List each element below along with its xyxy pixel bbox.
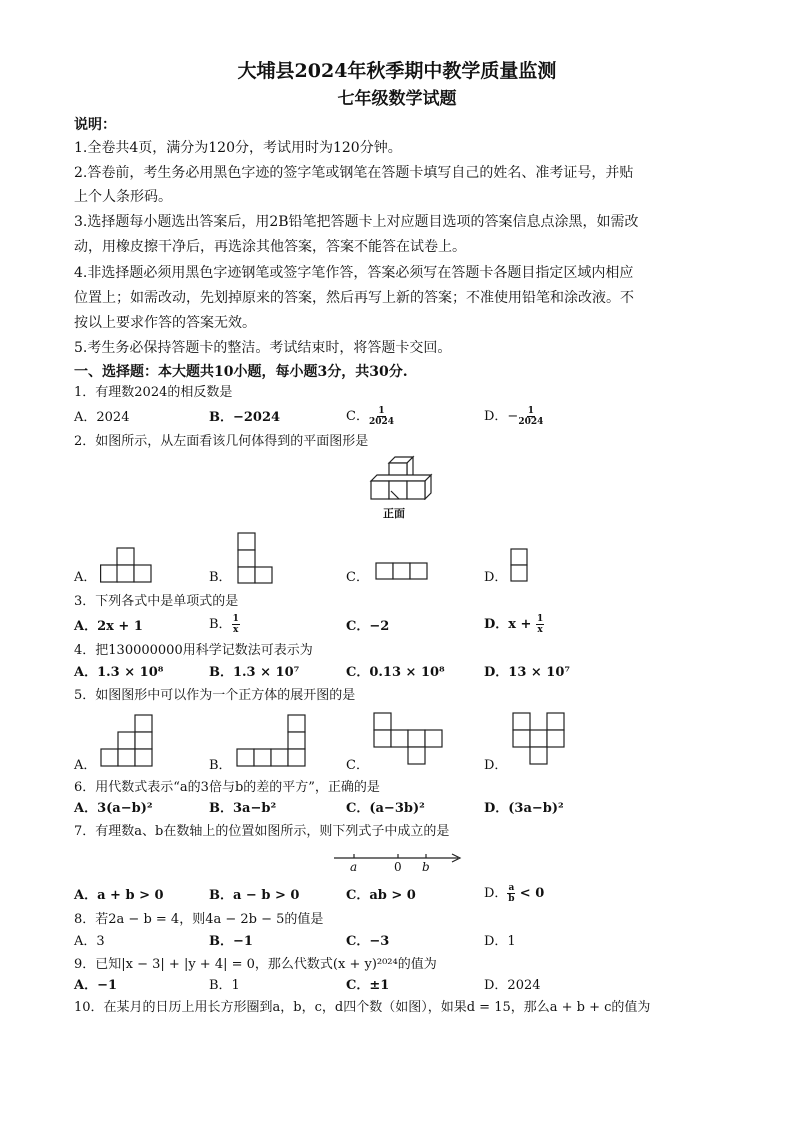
q1-option-d: D．− $\frac{1}{2024}$: [484, 406, 544, 427]
q4-option-a: A．1.3 × 10⁸: [74, 665, 164, 680]
q7-stem: 7．有理数a、b在数轴上的位置如图所示，则下列式子中成立的是: [74, 824, 450, 839]
instructions-label: 说明：: [74, 117, 116, 133]
q2-option-c-figure: [375, 562, 429, 580]
q3-option-d: D．x + $\frac{1}{x}$: [484, 614, 544, 635]
q2-solid-figure: [365, 455, 435, 500]
q5-stem: 5．如图图形中可以作为一个正方体的展开图的是: [74, 688, 356, 703]
instruction-line: 4.非选择题必须用黑色字迹钢笔或签字笔作答，答案必须写在答题卡各题目指定区域内相应: [74, 265, 634, 281]
q2-option-b-figure: [237, 532, 273, 584]
exam-title: 大埔县2024年秋季期中教学质量监测: [237, 60, 557, 82]
q1-stem: 1．有理数2024的相反数是: [74, 385, 233, 400]
q2-stem: 2．如图所示，从左面看该几何体得到的平面图形是: [74, 434, 369, 449]
q7-option-b: B．a − b > 0: [209, 888, 300, 903]
q9-option-d: D．2024: [484, 978, 541, 993]
q6-option-d: D．(3a−b)²: [484, 801, 564, 816]
q8-option-b: B．−1: [209, 934, 253, 949]
instruction-line: 3.选择题每小题选出答案后，用2B铅笔把答题卡上对应题目选项的答案信息点涂黑，如需改: [74, 214, 639, 230]
exam-subtitle: 七年级数学试题: [337, 89, 457, 109]
q6-option-a: A．3(a−b)²: [74, 801, 153, 816]
q9-option-a: A．−1: [74, 978, 118, 993]
q3-option-c: C．−2: [346, 619, 390, 634]
q5-option-d-label: D．: [484, 758, 508, 773]
section-heading: 一、选择题：本大题共10小题，每小题3分，共30分.: [74, 364, 408, 380]
q1-option-b: B．−2024: [209, 410, 281, 425]
q5-option-c-label: C．: [346, 758, 369, 773]
q9-option-b: B．1: [209, 978, 240, 993]
q8-option-a: A．3: [74, 934, 105, 949]
q5-option-d-figure: [512, 712, 568, 766]
q7-option-a: A．a + b > 0: [74, 888, 164, 903]
instruction-line: 2.答卷前，考生务必用黑色字迹的签字笔或钢笔在答题卡填写自己的姓名、准考证号，并贴: [74, 165, 634, 181]
q3-option-b: B． $\frac{1}{x}$: [209, 614, 239, 635]
instruction-line: 动，用橡皮擦干净后，再选涂其他答案，答案不能答在试卷上。: [74, 239, 466, 255]
q2-option-a-label: A．: [74, 570, 97, 585]
instruction-line: 位置上；如需改动，先划掉原来的答案，然后再写上新的答案；不准使用铅笔和涂改液。不: [74, 290, 634, 306]
axis-label-a: a: [350, 860, 358, 874]
q8-stem: 8．若2a − b = 4，则4a − 2b − 5的值是: [74, 912, 324, 927]
instruction-line: 5.考生务必保持答题卡的整洁。考试结束时，将答题卡交回。: [74, 340, 452, 356]
q2-option-d-label: D．: [484, 570, 508, 585]
q7-option-d: D． $\frac{a}{b}$ < 0: [484, 883, 545, 904]
q6-stem: 6．用代数式表示“a的3倍与b的差的平方”，正确的是: [74, 780, 380, 795]
q2-option-a-figure: [100, 547, 152, 583]
q6-option-b: B．3a−b²: [209, 801, 277, 816]
q7-option-c: C．ab > 0: [346, 888, 416, 903]
q2-option-b-label: B．: [209, 570, 232, 585]
q3-option-a: A．2x + 1: [74, 619, 143, 634]
front-label: 正面: [383, 507, 405, 520]
q5-option-b-label: B．: [209, 758, 232, 773]
q8-option-c: C．−3: [346, 934, 390, 949]
axis-label-b: b: [422, 860, 430, 874]
instruction-line: 1.全卷共4页，满分为120分，考试用时为120分钟。: [74, 140, 402, 156]
q2-option-c-label: C．: [346, 570, 369, 585]
q4-option-b: B．1.3 × 10⁷: [209, 665, 300, 680]
q4-stem: 4．把130000000用科学记数法可表示为: [74, 643, 313, 658]
q5-option-a-figure: [100, 714, 154, 768]
instruction-line: 上个人条形码。: [74, 189, 172, 205]
q5-option-a-label: A．: [74, 758, 97, 773]
q4-option-d: D．13 × 10⁷: [484, 665, 571, 680]
q6-option-c: C．(a−3b)²: [346, 801, 425, 816]
q5-option-b-figure: [236, 714, 308, 768]
q4-option-c: C．0.13 × 10⁸: [346, 665, 445, 680]
q8-option-d: D．1: [484, 934, 516, 949]
axis-label-zero: 0: [394, 860, 402, 874]
instruction-line: 按以上要求作答的答案无效。: [74, 315, 256, 331]
q1-option-c: C． $\frac{1}{2024}$: [346, 406, 395, 427]
q10-stem: 10．在某月的日历上用长方形圈到a，b，c，d四个数（如图），如果d = 15，那么a + b + c的值为: [74, 1000, 651, 1015]
q2-option-d-figure: [510, 548, 528, 582]
q9-option-c: C．±1: [346, 978, 390, 993]
q5-option-c-figure: [373, 712, 445, 766]
q9-stem: 9．已知|x − 3| + |y + 4| = 0，那么代数式(x + y)²⁰²⁴的值为: [74, 957, 437, 972]
q3-stem: 3．下列各式中是单项式的是: [74, 594, 239, 609]
q1-option-a: A．2024: [74, 410, 130, 425]
